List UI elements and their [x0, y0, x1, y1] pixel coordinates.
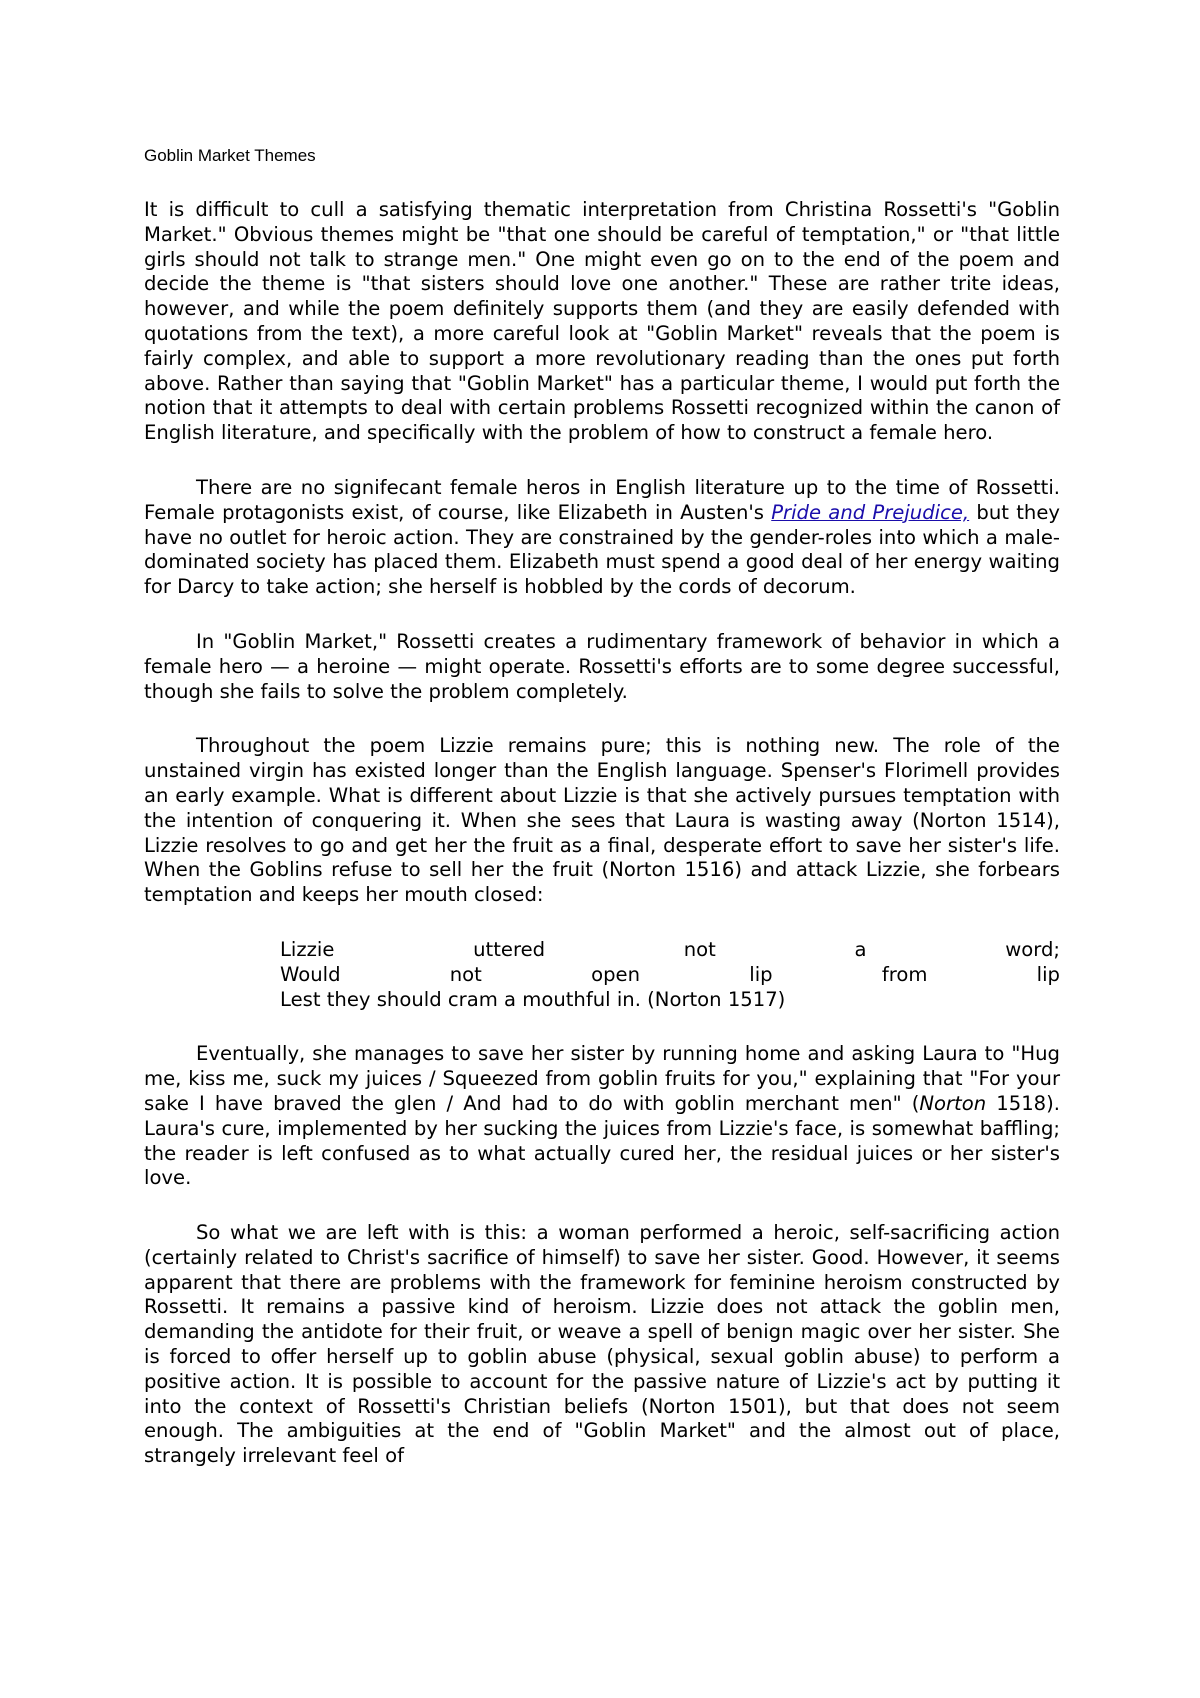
paragraph-intro: It is difficult to cull a satisfying thematic interpretation from Christina Rossetti's "Goblin Market." Obvious themes might be "that one should be careful of temptation," or "that little girls should not talk to strange men." One might even go on to the end of the poem and decide the theme is "that sisters should love one another." These are rather trite ideas, however, and while the poem definitely supports them (and they are easily defended with quotations from the text), a more careful look at "Goblin Market" reveals that the poem is fairly complex, and able to support a more revolutionary reading than the ones put forth above. Rather than saying that "Goblin Market" has a particular theme, I would put forth the notion that it attempts to deal with certain problems Rossetti recognized within the canon of English literature, and specifically with the problem of how to construct a female hero. [144, 198, 1060, 445]
quote-line: Would not open lip from lip [280, 962, 1060, 986]
document-body [144, 198, 1060, 1499]
poem-quote [280, 938, 1060, 1012]
paragraph-lizzie-pure: Throughout the poem Lizzie remains pure; this is nothing new. The role of the unstained virgin has existed longer than the English language. Spenser's Florimell provides an early example. What is different about Lizzie is that she actively pursues temptation with the intention of conquering it. When she sees that Laura is wasting away (Norton 1514), Lizzie resolves to go and get her the fruit as a final, desperate effort to save her sister's life. When the Goblins refuse to sell her the fruit (Norton 1516) and attack Lizzie, she forbears temptation and keeps her mouth closed: [144, 734, 1060, 907]
paragraph-laura-cure [144, 1042, 1060, 1191]
paragraph-text: but they have no outlet for heroic action. They are constrained by the gender-roles into which a male-dominated society has placed them. Elizabeth must spend a good deal of her energy waiting for Darcy to take action; she herself is hobbled by the cords of decorum. [144, 500, 1060, 599]
paragraph-female-heroes [144, 476, 1060, 600]
quote-line: Lizzie uttered not a word; [280, 937, 1060, 961]
pride-and-prejudice-link[interactable]: Pride and Prejudice, [771, 500, 970, 524]
quote-line: Lest they should cram a mouthful in. (Norton 1517) [280, 987, 786, 1011]
page-title: Goblin Market Themes [144, 146, 316, 165]
paragraph-text: 1518). Laura's cure, implemented by her sucking the juices from Lizzie's face, is somewhat baffling; the reader is left confused as to what actually cured her, the residual juices or her sister's love. [144, 1091, 1061, 1190]
paragraph-text: There are no signifecant female heros in English literature up to the time of Rossetti. Female protagonists exist, of course, like Elizabeth in Austen's [144, 475, 1060, 524]
paragraph-passive-heroism: So what we are left with is this: a woman performed a heroic, self-sacrificing action (certainly related to Christ's sacrifice of himself) to save her sister. Good. However, it seems apparent that there are problems with the framework for feminine heroism constructed by Rossetti. It remains a passive kind of heroism. Lizzie does not attack the goblin men, demanding the antidote for their fruit, or weave a spell of benign magic over her sister. She is forced to offer herself up to goblin abuse (physical, sexual goblin abuse) to perform a positive action. It is possible to account for the passive nature of Lizzie's act by putting it into the context of Rossetti's Christian beliefs (Norton 1501), but that does not seem enough. The ambiguities at the end of "Goblin Market" and the almost out of place, strangely irrelevant feel of [144, 1221, 1060, 1468]
norton-citation: Norton [919, 1091, 987, 1115]
paragraph-text: Eventually, she manages to save her sister by running home and asking Laura to "Hug me, kiss me, suck my juices / Squeezed from goblin fruits for you," explaining that "For your sake I have braved the glen / And had to do with goblin merchant men" ( [144, 1042, 1060, 1115]
paragraph-framework: In "Goblin Market," Rossetti creates a rudimentary framework of behavior in which a female hero — a heroine — might operate. Rossetti's efforts are to some degree successful, though she fails to solve the problem completely. [144, 629, 1060, 703]
